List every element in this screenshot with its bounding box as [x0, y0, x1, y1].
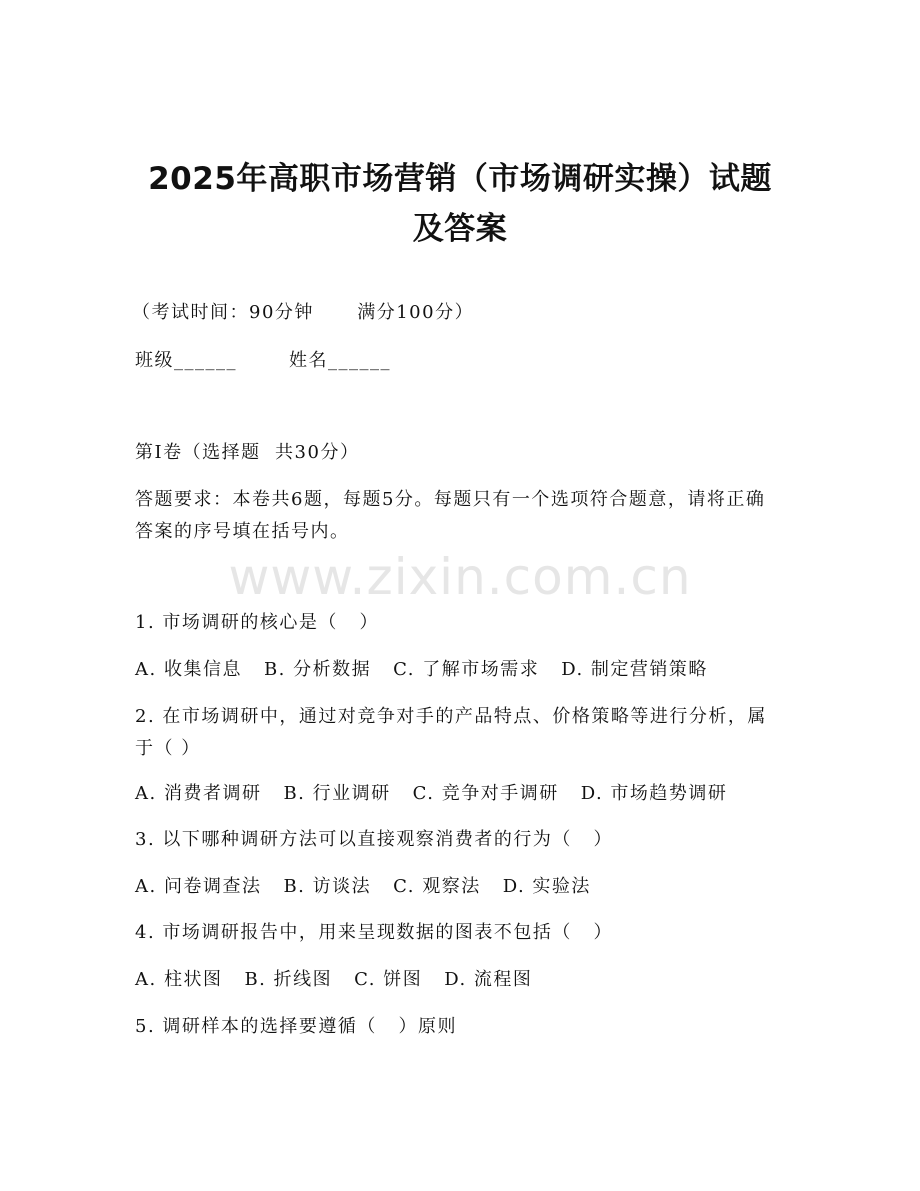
option-b: B. 访谈法 [283, 876, 372, 897]
option-b: B. 分析数据 [263, 659, 372, 680]
question-options [135, 874, 591, 900]
name-field-label: 姓名______ [289, 350, 391, 371]
option-d: D. 流程图 [444, 969, 533, 990]
class-name-row [135, 348, 391, 374]
question-stem: 4. 市场调研报告中，用来呈现数据的图表不包括（ ） [135, 922, 614, 943]
option-a: A. 收集信息 [135, 659, 242, 680]
option-a: A. 柱状图 [135, 969, 223, 990]
option-b: B. 折线图 [244, 969, 333, 990]
document-title-line1: 2025年高职市场营销（市场调研实操）试题 [148, 161, 772, 197]
question-options [135, 967, 532, 993]
document-title-line2: 及答案 [412, 211, 508, 247]
option-c: C. 观察法 [393, 876, 481, 897]
option-d: D. 实验法 [502, 876, 591, 897]
question-stem: 1. 市场调研的核心是（ ） [135, 612, 380, 633]
question-stem: 5. 调研样本的选择要遵循（ ）原则 [135, 1016, 458, 1037]
option-c: C. 竞争对手调研 [412, 783, 559, 804]
answer-requirement: 答题要求：本卷共6题，每题5分。每题只有一个选项符合题意，请将正确答案的序号填在括号内。 [135, 489, 766, 542]
question-stem: 2. 在市场调研中，通过对竞争对手的产品特点、价格策略等进行分析，属于（ ） [135, 706, 767, 759]
class-field-label: 班级______ [135, 350, 237, 371]
exam-info: （考试时间：90分钟 满分100分） [132, 302, 475, 323]
option-d: D. 市场趋势调研 [580, 783, 728, 804]
option-c: C. 饼图 [354, 969, 423, 990]
option-a: A. 问卷调查法 [135, 876, 262, 897]
section-heading: 第Ⅰ卷（选择题 共30分） [135, 442, 360, 463]
watermark-text: www.zixin.com.cn [228, 548, 692, 606]
question-stem: 3. 以下哪种调研方法可以直接观察消费者的行为（ ） [135, 829, 614, 850]
option-c: C. 了解市场需求 [393, 659, 540, 680]
option-d: D. 制定营销策略 [561, 659, 708, 680]
option-b: B. 行业调研 [283, 783, 391, 804]
question-options [135, 781, 727, 807]
question-options [135, 657, 708, 683]
option-a: A. 消费者调研 [135, 783, 262, 804]
